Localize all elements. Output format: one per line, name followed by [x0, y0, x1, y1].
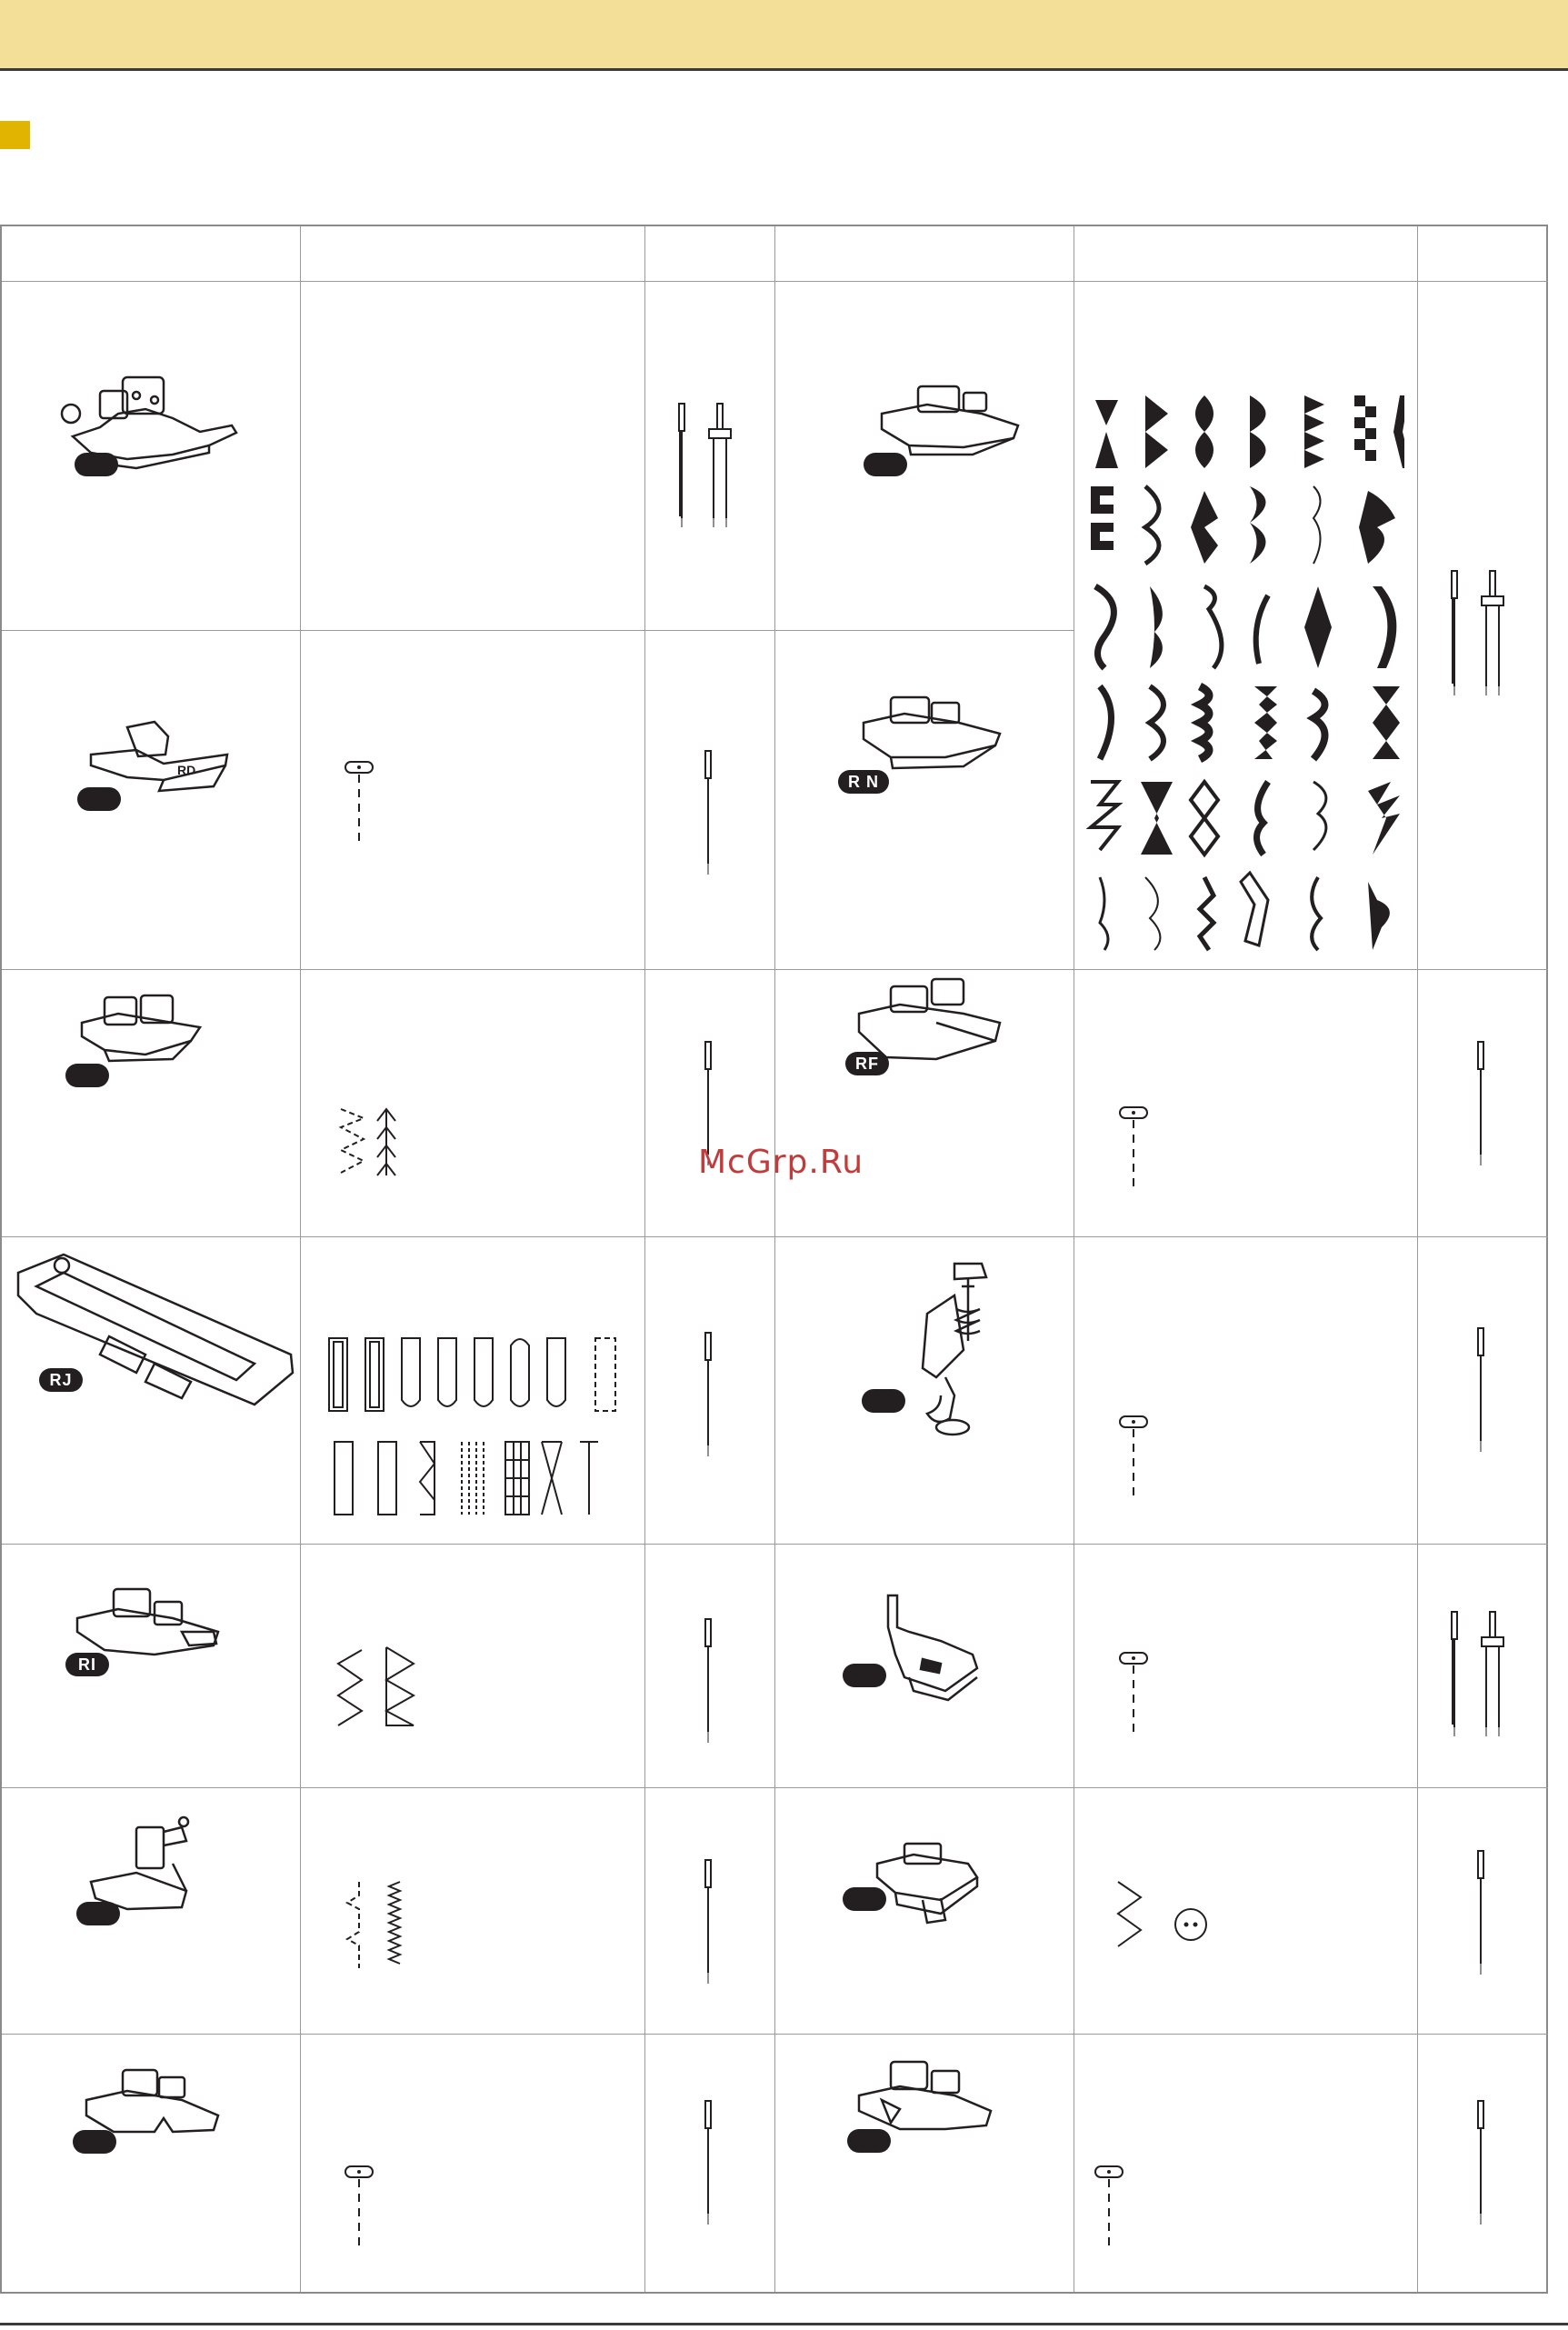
straight-stitch-row7: [336, 2159, 391, 2250]
zipper-foot-icon: [841, 1591, 986, 1709]
needle-cell-right-row3: [1468, 1036, 1495, 1173]
foot-letter-badge: [65, 1064, 109, 1087]
straight-stitch-row4-right: [1111, 1409, 1165, 1500]
blind-stitch-row6: [345, 1877, 418, 1968]
foot-letter-badge: R N: [838, 770, 889, 794]
page-header-band: [0, 0, 1568, 71]
foot-letter-badge: [843, 1887, 886, 1911]
presser-foot-row6-right: [841, 1836, 995, 1936]
straight-stitch-row2: [336, 755, 391, 845]
single-needle-icon: [695, 745, 723, 882]
buttonhole-stitches-icon: [327, 1336, 627, 1527]
row-divider: [2, 2034, 1548, 2035]
foot-letter-badge: RJ: [39, 1368, 83, 1392]
straight-stitch-icon: [336, 755, 391, 845]
buttonhole-foot-icon: [9, 1245, 300, 1436]
presser-foot-row5-left: [64, 1582, 236, 1691]
twin-needle-icon: [1436, 1605, 1527, 1750]
section-marker-icon: [0, 121, 30, 149]
presser-foot-row1-left: [36, 355, 255, 491]
presser-foot-row1-right: [854, 373, 1027, 482]
decorative-stitches-grid: [1086, 391, 1404, 955]
column-divider: [300, 226, 301, 2292]
foot-letter-badge: [864, 453, 907, 476]
page-footer-line: [0, 2323, 1568, 2325]
row-divider: [2, 1544, 1548, 1545]
decorative-satin-stitches-icon: [1086, 391, 1404, 955]
needle-cell-row7: [695, 2095, 723, 2232]
watermark-text: McGrp.Ru: [698, 1144, 864, 1181]
presser-foot-row7-left: [73, 2059, 227, 2168]
row-divider: [2, 630, 1074, 631]
row-divider: [2, 1236, 1548, 1237]
single-needle-icon: [1468, 1036, 1495, 1173]
column-divider: [1417, 226, 1418, 2292]
straight-stitch-icon: [1111, 1645, 1165, 1736]
blind-hem-stitch-icon: [345, 1877, 418, 1968]
needle-cell-right-row6: [1468, 1845, 1495, 1982]
svg-text:RD: RD: [177, 763, 196, 777]
single-needle-icon: [695, 2095, 723, 2232]
twin-needle-icon: [664, 391, 754, 536]
needle-cell-row4: [695, 1327, 723, 1464]
needle-cell-right-row4: [1468, 1323, 1495, 1459]
presser-foot-row5-right: [841, 1591, 986, 1709]
buttonhole-foot-row4: [9, 1245, 300, 1436]
presser-foot-row3-right: [845, 968, 1027, 1086]
foot-letter-badge: RF: [845, 1052, 889, 1075]
straight-stitch-row5-right: [1111, 1645, 1165, 1736]
zigzag-stitch-row5: [336, 1645, 427, 1736]
presser-foot-icon: [36, 355, 255, 491]
stretch-stitch-row3: [336, 1105, 418, 1195]
foot-letter-badge: RI: [65, 1653, 109, 1676]
zigzag-stitch-icon: [336, 1105, 418, 1195]
row-divider: [2, 1787, 1548, 1788]
needle-cell-row1: [664, 391, 754, 536]
foot-letter-badge: [75, 453, 118, 476]
needle-cell-right-row5: [1436, 1605, 1527, 1750]
free-motion-foot-icon: [854, 1259, 1018, 1450]
header-row-divider: [2, 281, 1548, 282]
zigzag-stitch-icon: [336, 1645, 427, 1736]
button-sewing-foot-icon: [841, 1836, 995, 1936]
foot-letter-badge: [77, 787, 121, 811]
foot-letter-badge: [73, 2130, 116, 2154]
presser-foot-row2-right: [836, 686, 1009, 795]
single-needle-icon: [695, 1327, 723, 1464]
foot-letter-badge: [847, 2129, 891, 2153]
foot-letter-badge: [76, 1902, 120, 1925]
straight-stitch-row3-right: [1111, 1100, 1165, 1191]
straight-stitch-icon: [1086, 2159, 1141, 2250]
single-needle-icon: [1468, 1323, 1495, 1459]
buttonhole-stitches-row4: [327, 1336, 627, 1527]
presser-foot-row6-left: [73, 1809, 209, 1936]
straight-stitch-row7-right: [1086, 2159, 1141, 2250]
needle-cell-row2: [695, 745, 723, 882]
needle-cell-row6: [695, 1855, 723, 1991]
column-divider: [774, 226, 775, 2292]
row-divider: [2, 969, 1548, 970]
presser-foot-row4-right: [854, 1259, 1018, 1450]
single-needle-icon: [1468, 1845, 1495, 1982]
straight-stitch-icon: [1111, 1100, 1165, 1191]
column-divider: [644, 226, 645, 2292]
presser-foot-row7-right: [845, 2055, 1000, 2164]
needle-cell-row5: [695, 1614, 723, 1750]
single-needle-icon: [695, 1614, 723, 1750]
button-sewing-stitch-row6: [1114, 1877, 1223, 1968]
needle-cell-right-row7: [1468, 2095, 1495, 2232]
twin-needle-icon: [1436, 564, 1527, 709]
presser-foot-row2-left: [64, 709, 245, 818]
single-needle-icon: [1468, 2095, 1495, 2232]
foot-letter-badge: [843, 1664, 886, 1687]
straight-stitch-icon: [1111, 1409, 1165, 1500]
needle-cell-right-row1: [1436, 564, 1527, 709]
presser-foot-row3-left: [64, 986, 218, 1095]
foot-letter-badge: [862, 1389, 905, 1413]
single-needle-icon: [695, 1855, 723, 1991]
straight-stitch-icon: [336, 2159, 391, 2250]
zigzag-stitch-icon: [1114, 1877, 1223, 1968]
